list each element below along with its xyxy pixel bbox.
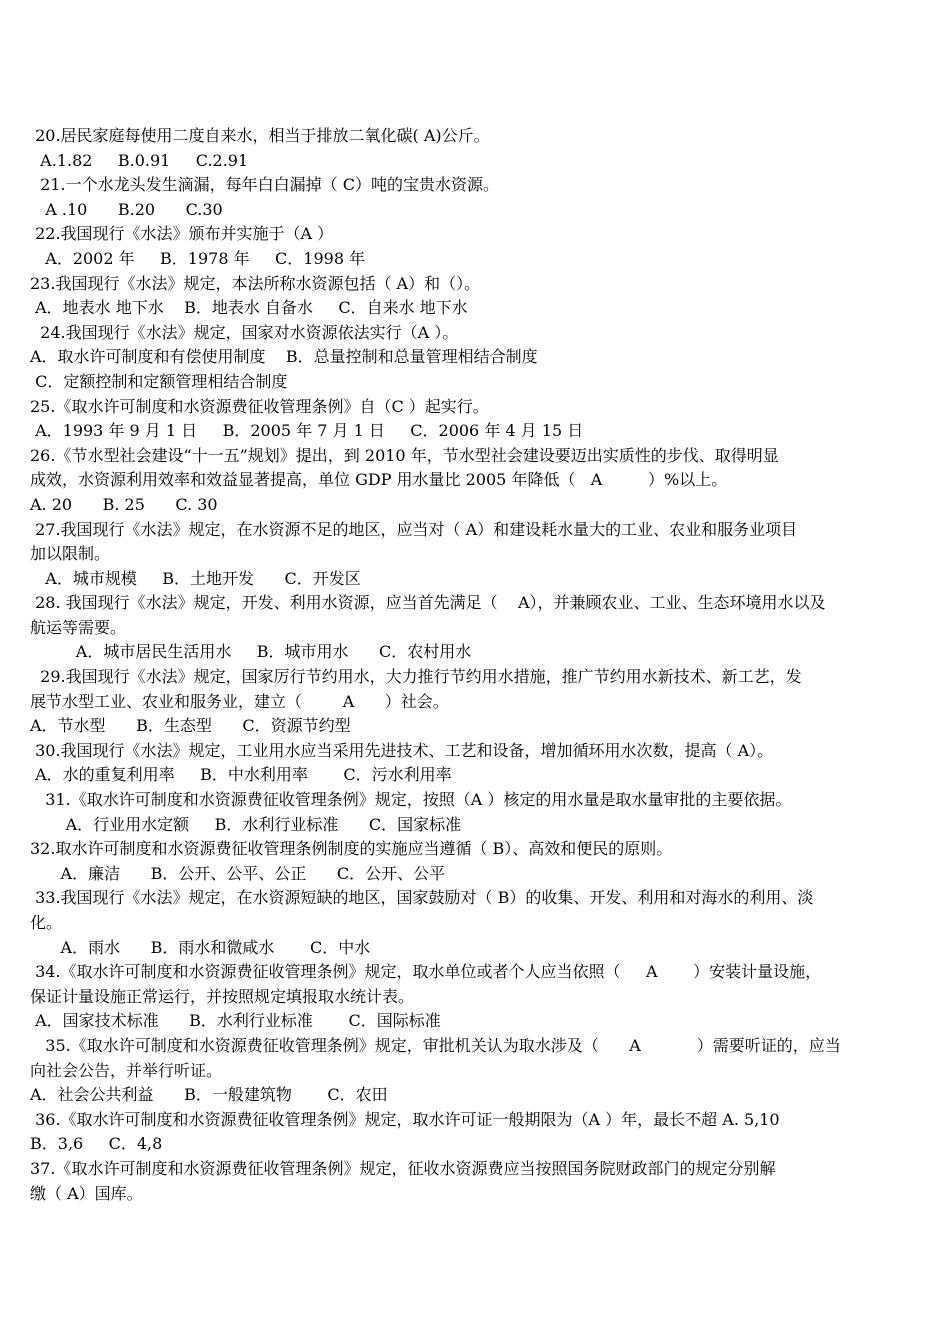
text-line: A．国家技术标准 B．水利行业标准 C．国际标准 (30, 1011, 441, 1031)
text-line: 28. 我国现行《水法》规定，开发、利用水资源，应当首先满足（ A），并兼顾农业、工业、生态环境用水以及 (30, 593, 826, 613)
text-line: 21.一个水龙头发生滴漏，每年白白漏掉（ C）吨的宝贵水资源。 (30, 175, 499, 195)
text-line: 25.《取水许可制度和水资源费征收管理条例》自（C ）起实行。 (30, 396, 489, 416)
text-line: A．地表水 地下水 B．地表水 自备水 C．自来水 地下水 (30, 298, 468, 318)
text-line: A．廉洁 B．公开、公平、公正 C．公开、公平 (30, 863, 446, 883)
text-line: A．2002 年 B．1978 年 C．1998 年 (30, 248, 366, 268)
text-line: 37.《取水许可制度和水资源费征收管理条例》规定，征收水资源费应当按照国务院财政部门的规定分别解 (30, 1158, 776, 1178)
text-line: 27.我国现行《水法》规定，在水资源不足的地区，应当对（ A）和建设耗水量大的工业、农业和服务业项目 (30, 519, 798, 539)
text-line: 航运等需要。 (30, 617, 127, 637)
text-line: A．城市居民生活用水 B．城市用水 C．农村用水 (30, 642, 472, 662)
text-line: 36.《取水许可制度和水资源费征收管理条例》规定，取水许可证一般期限为（A ）年，最长不超 A. 5,10 (30, 1109, 780, 1129)
text-line: 化。 (30, 913, 63, 932)
text-line: 展节水型工业、农业和服务业，建立（ A ）社会。 (30, 691, 449, 711)
text-line: A．1993 年 9 月 1 日 B．2005 年 7 月 1 日 C．2006 年 4 月 15 日 (30, 421, 584, 441)
text-line: 22.我国现行《水法》颁布并实施于（A ） (30, 224, 334, 244)
text-line: 24.我国现行《水法》规定，国家对水资源依法实行（A ）。 (30, 322, 459, 342)
text-line: 20.居民家庭每使用二度自来水，相当于排放二氧化碳( A)公斤。 (30, 126, 490, 145)
text-line: A．社会公共利益 B．一般建筑物 C．农田 (30, 1085, 388, 1105)
text-line: A .10 B.20 C.30 (30, 199, 223, 219)
text-line: 30.我国现行《水法》规定，工业用水应当采用先进技术、工艺和设备，增加循环用水次数，提高（ A）。 (30, 740, 774, 760)
text-line: A．行业用水定额 B．水利行业标准 C．国家标准 (30, 814, 462, 834)
text-line: 32.取水许可制度和水资源费征收管理条例制度的实施应当遵循（ B）、高效和便民的原则。 (30, 839, 673, 859)
text-line: A．雨水 B．雨水和微咸水 C．中水 (30, 937, 371, 957)
text-line: 向社会公告，并举行听证。 (30, 1060, 223, 1080)
text-line: C．定额控制和定额管理相结合制度 (30, 371, 288, 391)
text-line: 29.我国现行《水法》规定，国家厉行节约用水，大力推行节约用水措施，推广节约用水新技术、新工艺，发 (30, 667, 802, 687)
text-line: A. 20 B. 25 C. 30 (30, 494, 218, 514)
text-line: 成效，水资源利用效率和效益显著提高，单位 GDP 用水量比 2005 年降低（ A ）%以上。 (30, 470, 728, 490)
text-line: 33.我国现行《水法》规定，在水资源短缺的地区，国家鼓励对（ B）的收集、开发、利用和对海水的利用、淡 (30, 888, 814, 908)
text-line: 缴（ A）国库。 (30, 1183, 143, 1203)
document-body (30, 124, 902, 1206)
text-line: 35.《取水许可制度和水资源费征收管理条例》规定，审批机关认为取水涉及（ A ）需要听证的，应当 (30, 1035, 841, 1055)
text-line: A．取水许可制度和有偿使用制度 B．总量控制和总量管理相结合制度 (30, 347, 538, 367)
text-line: A．节水型 B．生态型 C．资源节约型 (30, 716, 351, 736)
text-line: 34.《取水许可制度和水资源费征收管理条例》规定，取水单位或者个人应当依照（ A ）安装计量设施， (30, 962, 822, 982)
text-line: 26.《节水型社会建设“十一五”规划》提出，到 2010 年，节水型社会建设要迈出实质性的步伐、取得明显 (30, 445, 779, 465)
text-line: 23.我国现行《水法》规定，本法所称水资源包括（ A）和（）。 (30, 273, 481, 293)
text-line: 保证计量设施正常运行，并按照规定填报取水统计表。 (30, 986, 415, 1006)
text-line: A．水的重复利用率 B．中水利用率 C．污水利用率 (30, 765, 452, 785)
text-line: 31.《取水许可制度和水资源费征收管理条例》规定，按照（A ）核定的用水量是取水量审批的主要依据。 (30, 790, 792, 810)
text-line: 加以限制。 (30, 544, 111, 564)
text-line: A．城市规模 B．土地开发 C．开发区 (30, 568, 361, 588)
text-line: B．3,6 C．4,8 (30, 1134, 163, 1154)
text-line: A.1.82 B.0.91 C.2.91 (30, 150, 249, 170)
